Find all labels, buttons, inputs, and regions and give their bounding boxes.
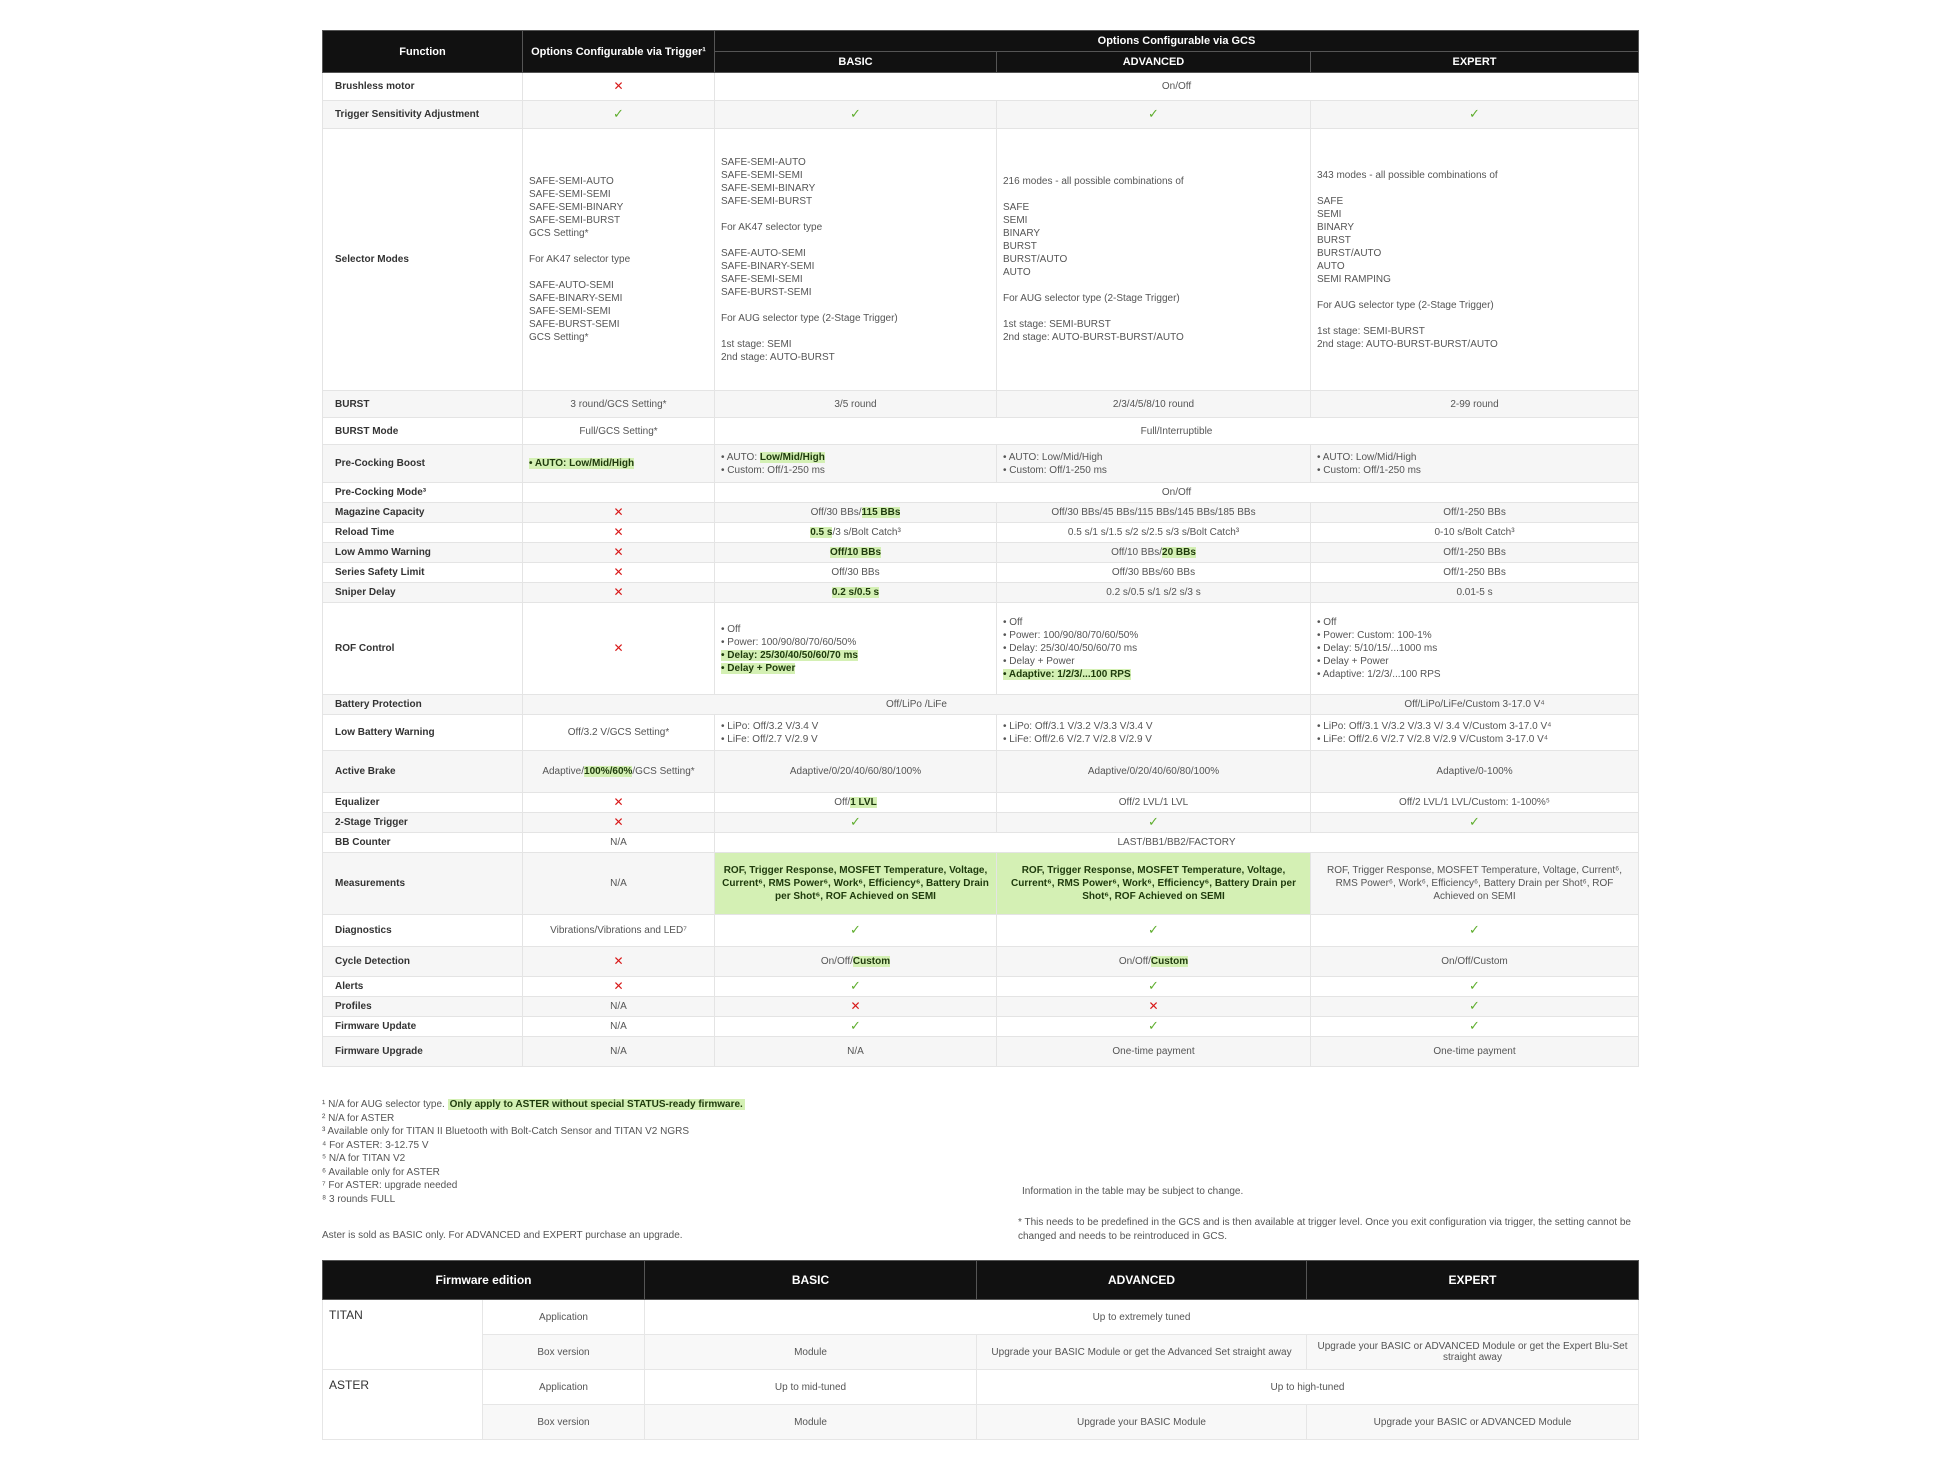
cell-expert: Off/2 LVL/1 LVL/Custom: 1-100%⁵: [1311, 793, 1639, 813]
cell-trigger: • AUTO: Low/Mid/High: [529, 458, 635, 469]
cell-advanced: On/Off/: [1118, 956, 1151, 967]
check-icon: ✓: [850, 814, 861, 830]
fw-cell-advanced-expert: Up to high-tuned: [977, 1370, 1639, 1405]
feature-table: [322, 30, 1639, 1067]
row-label: Cycle Detection: [323, 947, 523, 977]
cell-expert: Adaptive/0-100%: [1311, 751, 1639, 793]
row-burst-mode: [323, 418, 1639, 445]
cell-expert: 2-99 round: [1311, 391, 1639, 418]
cell-expert-4: • Delay + Power: [1317, 656, 1389, 667]
unavailable-icon: ✕: [613, 814, 624, 829]
row-label: Measurements: [323, 853, 523, 915]
unavailable-icon: ✕: [613, 584, 624, 599]
check-icon: ✓: [850, 106, 861, 122]
cell-basic-highlight: 115 BBs: [861, 507, 901, 518]
row-label: BURST: [323, 391, 523, 418]
row-label: Firmware Update: [323, 1017, 523, 1037]
cell-expert: On/Off/Custom: [1311, 947, 1639, 977]
cell-advanced-5: • Adaptive: 1/2/3/...100 RPS: [1003, 669, 1131, 680]
cell-trigger: Vibrations/Vibrations and LED⁷: [523, 915, 715, 947]
cell-basic-highlight: 0.5 s: [810, 527, 833, 538]
fw-cell-basic: Module: [645, 1405, 977, 1440]
row-alerts: [323, 977, 1639, 997]
footnote-6: ⁶ Available only for ASTER: [322, 1166, 440, 1178]
row-precocking: [323, 445, 1639, 483]
fw-label: Application: [483, 1370, 645, 1405]
check-icon: ✓: [1469, 814, 1480, 830]
footnote-5: ⁵ N/A for TITAN V2: [322, 1153, 406, 1164]
check-icon: ✓: [1469, 922, 1480, 938]
cell-basic-1: • AUTO:: [721, 451, 760, 463]
cell-basic: Off/: [834, 797, 851, 808]
row-fw-update: [323, 1017, 1639, 1037]
cell-expert: Off/LiPo/LiFe/Custom 3-17.0 V⁴: [1311, 695, 1639, 715]
cell-advanced-1: • AUTO: Low/Mid/High: [1003, 451, 1103, 463]
cell-basic-2: • Power: 100/90/80/70/60/50%: [721, 636, 857, 648]
cell-advanced: One-time payment: [997, 1037, 1311, 1067]
cell-advanced-1: • LiPo: Off/3.1 V/3.2 V/3.3 V/3.4 V: [1003, 720, 1153, 732]
check-icon: ✓: [1148, 922, 1159, 938]
cell-trigger: N/A: [523, 833, 715, 853]
cell-advanced: ROF, Trigger Response, MOSFET Temperature, Voltage, Current⁶, RMS Power⁶, Work⁶, Efficiency⁶, Battery Drain per Shot⁶, ROF Achieved on SEMI: [997, 853, 1311, 915]
row-bb-counter: [323, 833, 1639, 853]
cell-gcs: Full/Interruptible: [715, 418, 1639, 445]
fw-row-titan-box: [323, 1335, 1639, 1370]
row-label: Pre-Cocking Mode³: [323, 483, 523, 503]
fw-cell-expert: Upgrade your BASIC or ADVANCED Module: [1307, 1405, 1639, 1440]
cell-trigger: N/A: [523, 997, 715, 1017]
cell-advanced: Off/30 BBs/60 BBs: [997, 563, 1311, 583]
cell-trigger: N/A: [523, 1017, 715, 1037]
row-low-ammo: [323, 543, 1639, 563]
check-icon: ✓: [1469, 998, 1480, 1014]
row-reload: [323, 523, 1639, 543]
footnote-2: ² N/A for ASTER: [322, 1112, 395, 1124]
cell-advanced-highlight: 20 BBs: [1162, 547, 1196, 558]
check-icon: ✓: [1148, 106, 1159, 122]
cell-advanced: 216 modes - all possible combinations of SAFE SEMI BINARY BURST BURST/AUTO AUTO For AUG selector type (2-Stage Trigger) 1st stage: SEMI-BURST 2nd stage: AUTO-BURST-BURST/AUTO: [997, 129, 1311, 391]
cell-gcs: LAST/BB1/BB2/FACTORY: [715, 833, 1639, 853]
cell-trigger: Adaptive/: [542, 766, 585, 777]
cell-expert-1: • AUTO: Low/Mid/High: [1317, 451, 1417, 463]
footnote-3: ³ Available only for TITAN II Bluetooth with Bolt-Catch Sensor and TITAN V2 NGRS: [322, 1126, 690, 1137]
row-equalizer: [323, 793, 1639, 813]
row-rof: [323, 603, 1639, 695]
cell-expert-5: • Adaptive: 1/2/3/...100 RPS: [1317, 669, 1441, 680]
footnote-8: ⁸ 3 rounds FULL: [322, 1193, 396, 1205]
footnote-1-highlight: Only apply to ASTER without special STATUS-ready firmware.: [449, 1099, 743, 1110]
cell-expert: Off/1-250 BBs: [1311, 543, 1639, 563]
fw-header-advanced: ADVANCED: [977, 1261, 1307, 1300]
row-label: Battery Protection: [323, 695, 523, 715]
row-label: Pre-Cocking Boost: [323, 445, 523, 483]
cell-basic-highlight: 0.2 s/0.5 s: [831, 587, 880, 598]
cell-basic: 3/5 round: [715, 391, 997, 418]
cell-expert-2: • LiFe: Off/2.6 V/2.7 V/2.8 V/2.9 V/Custom 3-17.0 V⁴: [1317, 733, 1549, 745]
cell-basic-highlight: 1 LVL: [850, 797, 877, 808]
row-sniper: [323, 583, 1639, 603]
unavailable-icon: ✕: [613, 794, 624, 809]
fw-row-aster-app: [323, 1370, 1639, 1405]
cell-expert: ROF, Trigger Response, MOSFET Temperature, Voltage, Current⁶, RMS Power⁶, Work⁶, Efficiency⁶, Battery Drain per Shot⁶, ROF Achieved on SEMI: [1311, 853, 1639, 915]
change-note: Information in the table may be subject to change.: [1022, 1186, 1244, 1197]
cell-basic: N/A: [715, 1037, 997, 1067]
row-label: Selector Modes: [323, 129, 523, 391]
cell-expert-1: • LiPo: Off/3.1 V/3.2 V/3.3 V/ 3.4 V/Custom 3-17.0 V⁴: [1317, 720, 1552, 732]
row-label: ROF Control: [323, 603, 523, 695]
cell-basic-3: • Delay: 25/30/40/50/60/70 ms: [721, 649, 858, 661]
product-aster: ASTER: [323, 1370, 483, 1440]
cell-trigger-highlight: 100%/60%: [584, 766, 633, 777]
row-cycle: [323, 947, 1639, 977]
cell-advanced: 0.5 s/1 s/1.5 s/2 s/2.5 s/3 s/Bolt Catch³: [997, 523, 1311, 543]
cell-expert-2: • Power: Custom: 100-1%: [1317, 630, 1432, 641]
cell-advanced-2: • LiFe: Off/2.6 V/2.7 V/2.8 V/2.9 V: [1003, 733, 1152, 745]
check-icon: ✓: [1469, 1018, 1480, 1034]
row-label: Trigger Sensitivity Adjustment: [323, 101, 523, 129]
row-diagnostics: [323, 915, 1639, 947]
row-label: Diagnostics: [323, 915, 523, 947]
cell-gcs: On/Off: [715, 73, 1639, 101]
row-label: Sniper Delay: [323, 583, 523, 603]
cell-advanced: 2/3/4/5/8/10 round: [997, 391, 1311, 418]
check-icon: ✓: [1469, 978, 1480, 994]
unavailable-icon: ✕: [613, 564, 624, 579]
cell-basic-highlight: Custom: [852, 956, 891, 967]
fw-header-expert: EXPERT: [1307, 1261, 1639, 1300]
cell-basic-1: • Off: [721, 623, 741, 635]
cell-basic: Off/30 BBs/: [810, 507, 862, 518]
cell-advanced-3: • Delay: 25/30/40/50/60/70 ms: [1003, 643, 1138, 654]
fw-cell-advanced: Upgrade your BASIC Module or get the Advanced Set straight away: [977, 1335, 1307, 1370]
cell-basic-highlight: Off/10 BBs: [829, 547, 882, 558]
row-battery-protection: [323, 695, 1639, 715]
cell-expert-3: • Delay: 5/10/15/...1000 ms: [1317, 643, 1438, 654]
header-expert: EXPERT: [1311, 52, 1639, 73]
row-brushless: [323, 73, 1639, 101]
row-two-stage: [323, 813, 1639, 833]
cell-advanced: Adaptive/0/20/40/60/80/100%: [997, 751, 1311, 793]
row-active-brake: [323, 751, 1639, 793]
row-label: Profiles: [323, 997, 523, 1017]
row-sensitivity: [323, 101, 1639, 129]
check-icon: ✓: [1148, 814, 1159, 830]
fw-cell: Up to extremely tuned: [645, 1300, 1639, 1335]
row-measurements: [323, 853, 1639, 915]
cell-gcs: On/Off: [715, 483, 1639, 503]
row-label: Alerts: [323, 977, 523, 997]
header-basic: BASIC: [715, 52, 997, 73]
fw-cell-expert: Upgrade your BASIC or ADVANCED Module or get the Expert Blu-Set straight away: [1307, 1335, 1639, 1370]
cell-trigger: N/A: [523, 853, 715, 915]
cell-advanced: Off/2 LVL/1 LVL: [997, 793, 1311, 813]
fw-cell-basic: Module: [645, 1335, 977, 1370]
cell-expert-2: • Custom: Off/1-250 ms: [1317, 464, 1421, 476]
cell-basic-2: • Custom: Off/1-250 ms: [721, 464, 825, 476]
row-label: Low Battery Warning: [323, 715, 523, 751]
header-function: Function: [323, 31, 523, 73]
cell-basic-1: • LiPo: Off/3.2 V/3.4 V: [721, 720, 819, 732]
cell-advanced-2: • Custom: Off/1-250 ms: [1003, 464, 1107, 476]
row-label: BB Counter: [323, 833, 523, 853]
row-label: Low Ammo Warning: [323, 543, 523, 563]
fw-label: Box version: [483, 1335, 645, 1370]
row-label: Equalizer: [323, 793, 523, 813]
row-label: Active Brake: [323, 751, 523, 793]
cell-expert: One-time payment: [1311, 1037, 1639, 1067]
cell-basic: /3 s/Bolt Catch³: [832, 527, 901, 538]
fw-row-titan-app: [323, 1300, 1639, 1335]
fw-cell-advanced: Upgrade your BASIC Module: [977, 1405, 1307, 1440]
cell-trigger: 3 round/GCS Setting*: [523, 391, 715, 418]
cell-advanced-4: • Delay + Power: [1003, 656, 1075, 667]
cell-basic-2: • LiFe: Off/2.7 V/2.9 V: [721, 733, 818, 745]
row-low-battery: [323, 715, 1639, 751]
check-icon: ✓: [1469, 106, 1480, 122]
cell-advanced-highlight: Custom: [1150, 956, 1189, 967]
fw-label: Application: [483, 1300, 645, 1335]
row-label: Brushless motor: [323, 73, 523, 101]
product-titan: TITAN: [323, 1300, 483, 1370]
unavailable-icon: ✕: [613, 78, 624, 93]
fw-header-basic: BASIC: [645, 1261, 977, 1300]
feature-comparison: [322, 30, 1638, 1067]
check-icon: ✓: [850, 1018, 861, 1034]
cell-basic: Off/30 BBs: [715, 563, 997, 583]
row-burst: [323, 391, 1639, 418]
unavailable-icon: ✕: [613, 978, 624, 993]
fw-header-edition: Firmware edition: [323, 1261, 645, 1300]
row-series: [323, 563, 1639, 583]
cell-advanced: Off/30 BBs/45 BBs/115 BBs/145 BBs/185 BBs: [997, 503, 1311, 523]
cell-basic: On/Off/: [820, 956, 853, 967]
unavailable-icon: ✕: [613, 953, 624, 968]
cell-expert: 0.01-5 s: [1311, 583, 1639, 603]
predefined-note: * This needs to be predefined in the GCS and is then available at trigger level. Once you exit configuration via trigger, the setting cannot be changed and needs to be reintroduced in GCS.: [1018, 1217, 1631, 1242]
cell-trigger: Off/3.2 V/GCS Setting*: [523, 715, 715, 751]
cell-expert: Off/1-250 BBs: [1311, 563, 1639, 583]
cell-expert: 343 modes - all possible combinations of SAFE SEMI BINARY BURST BURST/AUTO AUTO SEMI RAMPING For AUG selector type (2-Stage Trigger) 1st stage: SEMI-BURST 2nd stage: AUTO-BURST-BURST/AUTO: [1311, 129, 1639, 391]
cell-basic: ROF, Trigger Response, MOSFET Temperature, Voltage, Current⁶, RMS Power⁶, Work⁶, Efficiency⁶, Battery Drain per Shot⁶, ROF Achieved on SEMI: [715, 853, 997, 915]
row-fw-upgrade: [323, 1037, 1639, 1067]
cell-advanced-1: • Off: [1003, 617, 1023, 628]
footnote-7: ⁷ For ASTER: upgrade needed: [322, 1180, 458, 1191]
row-label: Series Safety Limit: [323, 563, 523, 583]
unavailable-icon: ✕: [1148, 998, 1159, 1013]
check-icon: ✓: [850, 922, 861, 938]
cell-trigger: Full/GCS Setting*: [523, 418, 715, 445]
cell-advanced: Off/10 BBs/: [1111, 547, 1163, 558]
row-label: 2-Stage Trigger: [323, 813, 523, 833]
cell-basic: Adaptive/0/20/40/60/80/100%: [715, 751, 997, 793]
cell-trigger: SAFE-SEMI-AUTO SAFE-SEMI-SEMI SAFE-SEMI-BINARY SAFE-SEMI-BURST GCS Setting* For AK47 selector type SAFE-AUTO-SEMI SAFE-BINARY-SEMI SAFE-SEMI-SEMI SAFE-BURST-SEMI GCS Setting*: [523, 129, 715, 391]
cell-advanced-2: • Power: 100/90/80/70/60/50%: [1003, 630, 1139, 641]
cell-expert: 0-10 s/Bolt Catch³: [1311, 523, 1639, 543]
unavailable-icon: ✕: [850, 998, 861, 1013]
row-label: Firmware Upgrade: [323, 1037, 523, 1067]
row-label: Magazine Capacity: [323, 503, 523, 523]
check-icon: ✓: [613, 106, 624, 122]
row-magazine: [323, 503, 1639, 523]
fw-label: Box version: [483, 1405, 645, 1440]
check-icon: ✓: [850, 978, 861, 994]
cell-trigger-advanced: Off/LiPo /LiFe: [523, 695, 1311, 715]
unavailable-icon: ✕: [613, 640, 624, 655]
header-trigger: Options Configurable via Trigger¹: [523, 31, 715, 73]
fw-cell-basic: Up to mid-tuned: [645, 1370, 977, 1405]
cell-trigger-tail: /GCS Setting*: [632, 766, 695, 777]
aster-note: Aster is sold as BASIC only. For ADVANCED and EXPERT purchase an upgrade.: [322, 1230, 683, 1241]
cell-trigger: N/A: [523, 1037, 715, 1067]
cell-expert: Off/1-250 BBs: [1311, 503, 1639, 523]
check-icon: ✓: [1148, 978, 1159, 994]
fw-row-aster-box: [323, 1405, 1639, 1440]
header-advanced: ADVANCED: [997, 52, 1311, 73]
unavailable-icon: ✕: [613, 524, 624, 539]
row-profiles: [323, 997, 1639, 1017]
header-gcs: Options Configurable via GCS: [715, 31, 1639, 52]
check-icon: ✓: [1148, 1018, 1159, 1034]
row-selector: [323, 129, 1639, 391]
cell-basic: SAFE-SEMI-AUTO SAFE-SEMI-SEMI SAFE-SEMI-BINARY SAFE-SEMI-BURST For AK47 selector type SAFE-AUTO-SEMI SAFE-BINARY-SEMI SAFE-SEMI-SEMI SAFE-BURST-SEMI For AUG selector type (2-Stage Trigger) 1st stage: SEMI 2nd stage: AUTO-BURST: [715, 129, 997, 391]
unavailable-icon: ✕: [613, 544, 624, 559]
cell-expert-1: • Off: [1317, 617, 1337, 628]
firmware-table: [322, 1260, 1639, 1440]
cell-basic-1-highlight: Low/Mid/High: [759, 451, 825, 463]
footnote-1: ¹ N/A for AUG selector type.: [322, 1099, 448, 1110]
row-label: Reload Time: [323, 523, 523, 543]
footnote-4: ⁴ For ASTER: 3-12.75 V: [322, 1139, 429, 1151]
cell-advanced: 0.2 s/0.5 s/1 s/2 s/3 s: [997, 583, 1311, 603]
row-precocking-mode: [323, 483, 1639, 503]
cell-basic-4: • Delay + Power: [721, 662, 796, 674]
footnotes: [322, 1098, 1022, 1206]
row-label: BURST Mode: [323, 418, 523, 445]
unavailable-icon: ✕: [613, 504, 624, 519]
